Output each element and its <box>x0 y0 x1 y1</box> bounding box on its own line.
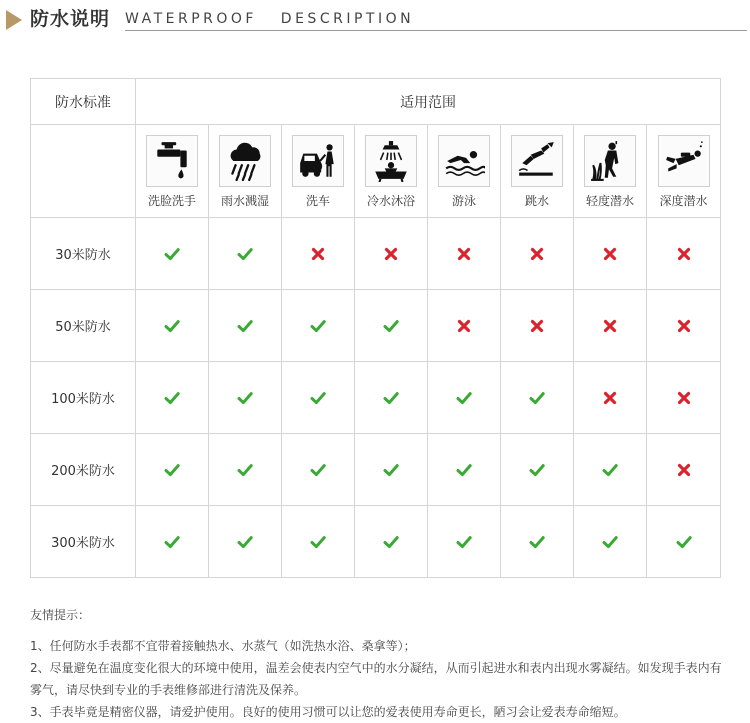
table-row <box>31 434 721 506</box>
scenario-cell <box>136 125 209 218</box>
table-header-row <box>31 79 721 125</box>
cross-icon <box>647 218 721 290</box>
rating-label: 200米防水 <box>31 434 136 506</box>
check-icon <box>136 506 209 578</box>
empty-corner-cell <box>31 125 136 218</box>
scenario-cell <box>355 125 428 218</box>
scenario-cell <box>647 125 721 218</box>
scenario-row <box>31 125 721 218</box>
cross-icon <box>355 218 428 290</box>
rating-label: 50米防水 <box>31 290 136 362</box>
cross-icon <box>647 434 721 506</box>
scenario-cell <box>282 125 355 218</box>
snorkel-diver-icon <box>584 135 636 187</box>
cross-icon <box>428 290 501 362</box>
cross-icon <box>501 218 574 290</box>
check-icon <box>136 218 209 290</box>
check-icon <box>282 290 355 362</box>
check-icon <box>428 434 501 506</box>
tip-item: 3、手表毕竟是精密仪器，请爱护使用。良好的使用习惯可以让您的爱表使用寿命更长，陋习会让爱表寿命缩短。 <box>30 705 626 719</box>
scope-column-header: 适用范围 <box>136 79 721 125</box>
cross-icon <box>501 290 574 362</box>
tip-item: 1、任何防水手表都不宜带着接触热水、水蒸气（如洗热水浴、桑拿等）； <box>30 639 416 653</box>
cross-icon <box>574 290 647 362</box>
check-icon <box>209 434 282 506</box>
scenario-label: 轻度潜水 <box>585 193 634 208</box>
cross-icon <box>282 218 355 290</box>
check-icon <box>501 362 574 434</box>
table-row <box>31 290 721 362</box>
cross-icon <box>647 290 721 362</box>
table-row <box>31 218 721 290</box>
check-icon <box>282 506 355 578</box>
check-icon <box>355 290 428 362</box>
check-icon <box>355 434 428 506</box>
standard-column-header: 防水标准 <box>31 79 136 125</box>
section-header <box>0 0 750 40</box>
check-icon <box>209 218 282 290</box>
cross-icon <box>647 362 721 434</box>
scenario-cell <box>574 125 647 218</box>
waterproof-table <box>30 78 721 578</box>
scenario-label: 洗脸洗手 <box>147 193 196 208</box>
check-icon <box>355 506 428 578</box>
check-icon <box>282 362 355 434</box>
check-icon <box>136 290 209 362</box>
scenario-label: 冷水沐浴 <box>366 193 415 208</box>
check-icon <box>647 506 721 578</box>
check-icon <box>136 362 209 434</box>
scenario-label: 游泳 <box>451 193 476 208</box>
check-icon <box>136 434 209 506</box>
scenario-cell <box>209 125 282 218</box>
scenario-cell <box>501 125 574 218</box>
tip-item: 2、尽量避免在温度变化很大的环境中使用，温差会使表内空气中的水分凝结，从而引起进水和表内出现水雾凝结。如发现手表内有雾气，请尽快到专业的手表维修部进行清洗及保养。 <box>30 661 722 697</box>
scuba-diver-icon <box>658 135 710 187</box>
swimmer-icon <box>438 135 490 187</box>
cross-icon <box>574 362 647 434</box>
table-row <box>31 506 721 578</box>
shower-icon <box>365 135 417 187</box>
cross-icon <box>428 218 501 290</box>
scenario-label: 雨水溅湿 <box>220 193 269 208</box>
rating-label: 300米防水 <box>31 506 136 578</box>
check-icon <box>209 362 282 434</box>
check-icon <box>355 362 428 434</box>
section-title: 防水说明 <box>30 8 111 30</box>
check-icon <box>428 362 501 434</box>
rating-label: 100米防水 <box>31 362 136 434</box>
check-icon <box>501 506 574 578</box>
scenario-label: 跳水 <box>524 193 549 208</box>
scenario-cell <box>428 125 501 218</box>
rain-cloud-icon <box>219 135 271 187</box>
check-icon <box>501 434 574 506</box>
tips-title: 友情提示： <box>30 608 91 622</box>
faucet-icon <box>146 135 198 187</box>
section-subtitle: WATERPROOF DESCRIPTION <box>125 11 415 27</box>
scenario-label: 洗车 <box>305 193 330 208</box>
car-wash-icon <box>292 135 344 187</box>
header-divider <box>125 30 747 31</box>
triangle-marker-icon <box>6 10 22 30</box>
check-icon <box>282 434 355 506</box>
check-icon <box>574 506 647 578</box>
check-icon <box>209 506 282 578</box>
tips-section <box>30 604 730 723</box>
table-row <box>31 362 721 434</box>
diver-jump-icon <box>511 135 563 187</box>
cross-icon <box>574 218 647 290</box>
rating-label: 30米防水 <box>31 218 136 290</box>
check-icon <box>428 506 501 578</box>
check-icon <box>574 434 647 506</box>
scenario-label: 深度潜水 <box>659 193 708 208</box>
check-icon <box>209 290 282 362</box>
